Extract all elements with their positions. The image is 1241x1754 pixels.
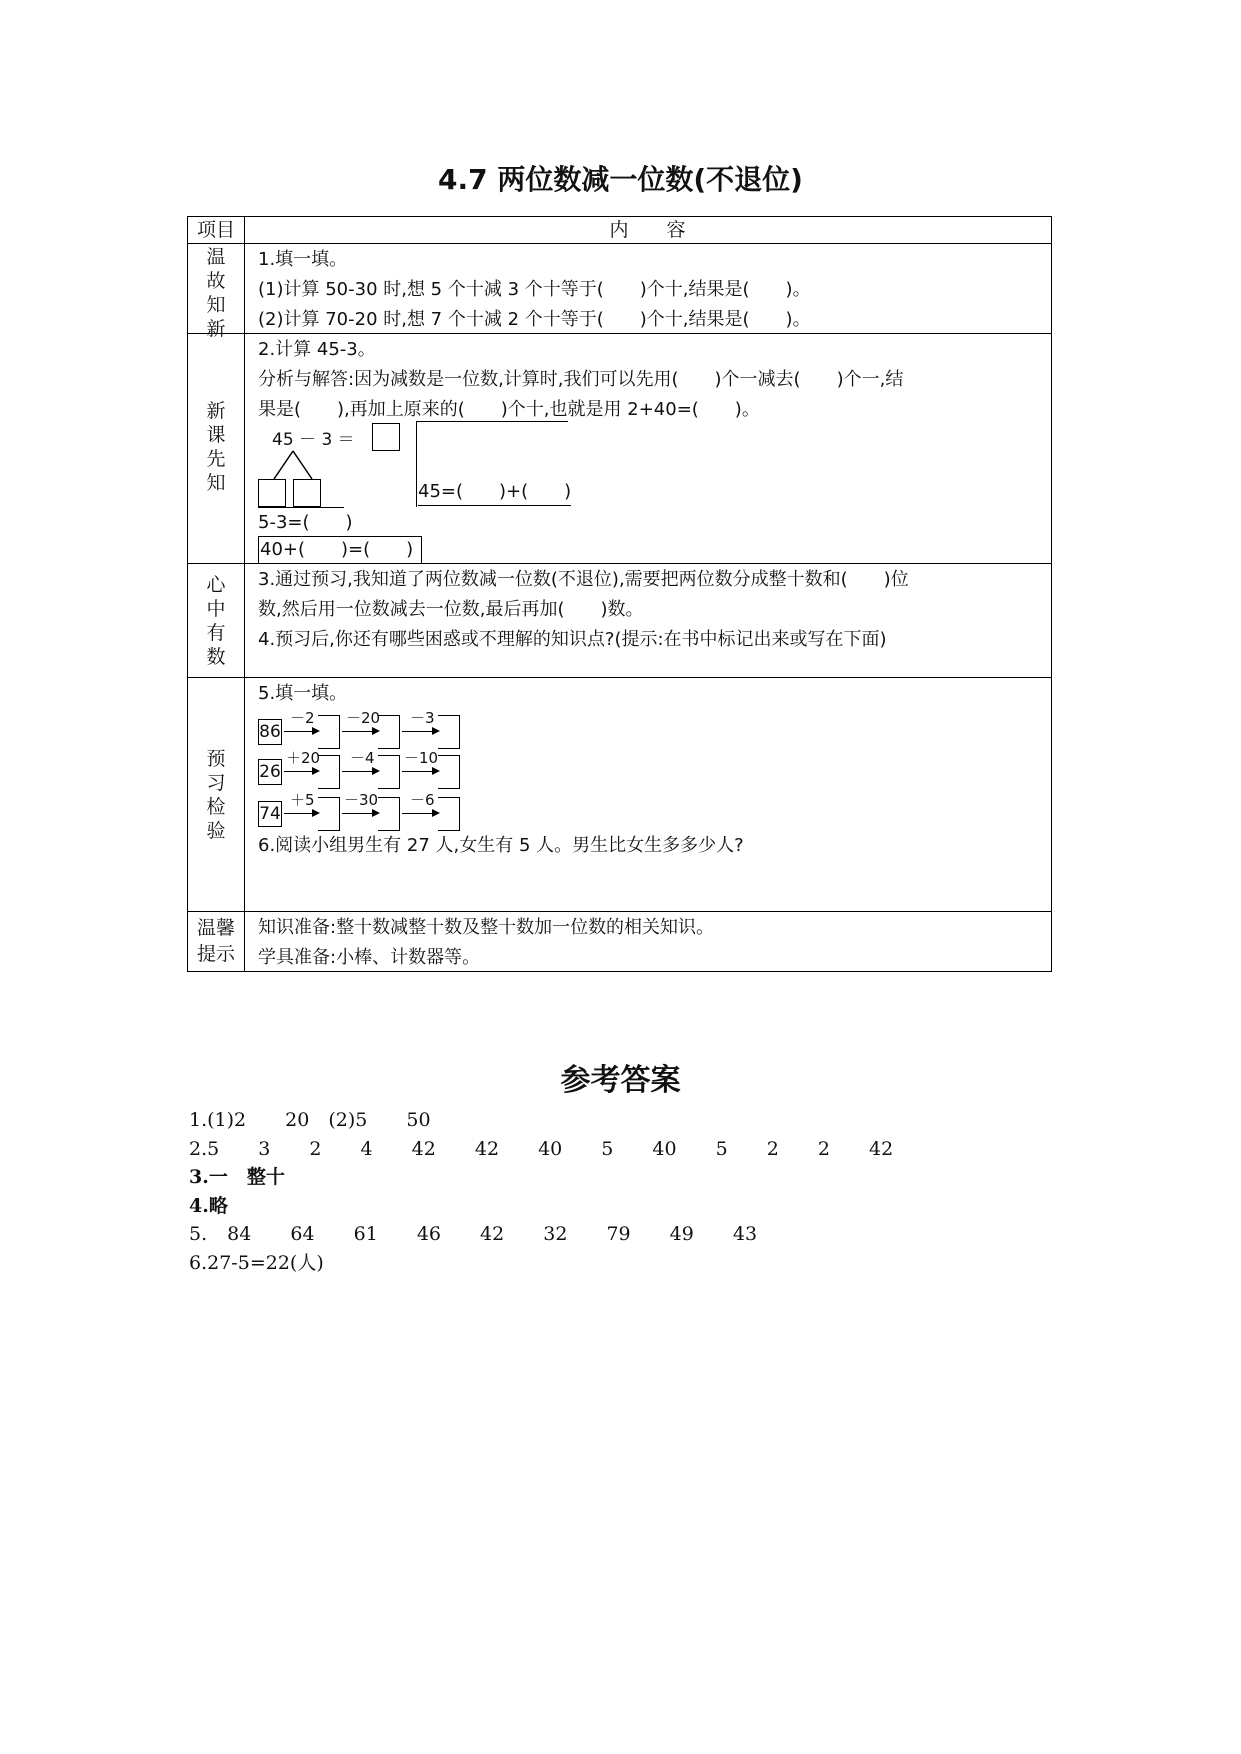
section-label-preview: 新 课 先 知 (206, 400, 226, 494)
chain-start: 86 (258, 719, 282, 745)
question-1-2: (2)计算 70-20 时,想 7 个十减 2 个十等于( )个十,结果是( )。 (258, 309, 811, 330)
section-summary-content (258, 565, 1041, 655)
equation-45-minus-3: 45 － 3 ＝ (272, 430, 355, 450)
section-label-tips: 温馨 提示 (196, 917, 235, 965)
chain-blank (378, 755, 400, 789)
split-box-tens (258, 479, 286, 507)
chain-op: －30 (344, 791, 379, 809)
chain-blank (318, 755, 340, 789)
split-box-ones (293, 479, 321, 507)
section-tips-content (258, 913, 1041, 973)
answer-1: 1.(1)2 20 (2)5 50 (189, 1109, 431, 1131)
tip-tools: 学具准备:小棒、计数器等。 (258, 947, 481, 968)
chain-op: －20 (346, 709, 381, 727)
chain-blank (438, 715, 460, 749)
question-3-line1: 3.通过预习,我知道了两位数减一位数(不退位),需要把两位数分成整十数和( )位 (258, 569, 909, 590)
split-bracket-left (416, 421, 417, 507)
arrow-icon (284, 771, 318, 772)
split-bracket-top (416, 421, 568, 422)
arrow-icon (402, 813, 438, 814)
section-label-summary: 心 中 有 数 (206, 574, 226, 668)
section-label-check: 预 习 检 验 (206, 748, 226, 842)
chain-start: 74 (258, 801, 282, 827)
step-40-plus: 40+( )=( ) (260, 539, 414, 560)
answer-box (372, 423, 400, 451)
split-45: 45=( )+( ) (418, 479, 571, 506)
answer-6: 6.27-5=22(人) (189, 1251, 324, 1274)
step-5-minus-3: 5-3=( ) (258, 510, 359, 537)
question-2-analysis-line2: 果是( ),再加上原来的( )个十,也就是用 2+40=( )。 (258, 399, 760, 420)
row-divider (188, 243, 1051, 244)
arrow-icon (402, 771, 438, 772)
header-content: 内 容 (609, 219, 686, 241)
row-divider (188, 677, 1051, 678)
chain-blank (318, 797, 340, 831)
chain-op: －6 (410, 791, 435, 809)
chain-blank (438, 755, 460, 789)
page-title: 4.7 两位数减一位数(不退位) (438, 163, 803, 196)
arrow-icon (342, 731, 378, 732)
arrow-icon (402, 731, 438, 732)
chain-op: －3 (410, 709, 435, 727)
header-item: 项目 (196, 219, 235, 241)
chain-blank (318, 715, 340, 749)
chain-op: －2 (290, 709, 315, 727)
underline (258, 507, 344, 508)
chain-blank (378, 715, 400, 749)
arrow-icon (284, 731, 318, 732)
question-3-line2: 数,然后用一位数减去一位数,最后再加( )数。 (258, 599, 644, 620)
answer-4: 4.略 (189, 1194, 228, 1217)
section-review-content (258, 245, 1041, 335)
row-divider (188, 911, 1051, 912)
question-2-analysis-line1: 分析与解答:因为减数是一位数,计算时,我们可以先用( )个一减去( )个一,结 (258, 369, 904, 390)
chain-op: ＋20 (286, 749, 321, 767)
chain-op: －4 (350, 749, 375, 767)
answers-list (189, 1106, 893, 1277)
chain-blank (438, 797, 460, 831)
answer-3: 3.一 整十 (189, 1166, 285, 1188)
split-lines (268, 449, 318, 483)
chain-start: 26 (258, 759, 282, 785)
answers-title: 参考答案 (560, 1063, 681, 1098)
question-6: 6.阅读小组男生有 27 人,女生有 5 人。男生比女生多多少人? (258, 835, 744, 856)
question-2: 2.计算 45-3。 (258, 339, 376, 360)
question-1-1: (1)计算 50-30 时,想 5 个十减 3 个十等于( )个十,结果是( )。 (258, 279, 811, 300)
worksheet-table (187, 216, 1052, 972)
chain-blank (378, 797, 400, 831)
answer-2: 2.5 3 2 4 42 42 40 5 40 5 2 2 42 (189, 1137, 894, 1160)
section-preview-content (258, 335, 1041, 425)
arrow-icon (342, 813, 378, 814)
arrow-icon (342, 771, 378, 772)
section-label-review: 温 故 知 新 (206, 246, 226, 340)
chain-op: ＋5 (290, 791, 315, 809)
chain-op: －10 (404, 749, 439, 767)
tip-knowledge: 知识准备:整十数减整十数及整十数加一位数的相关知识。 (258, 917, 715, 938)
arrow-icon (284, 813, 318, 814)
question-1: 1.填一填。 (258, 249, 348, 270)
question-4: 4.预习后,你还有哪些困惑或不理解的知识点?(提示:在书中标记出来或写在下面) (258, 629, 887, 650)
answer-5: 5. 84 64 61 46 42 32 79 49 43 (189, 1223, 758, 1245)
column-divider (244, 217, 245, 971)
question-5: 5.填一填。 (258, 683, 348, 704)
